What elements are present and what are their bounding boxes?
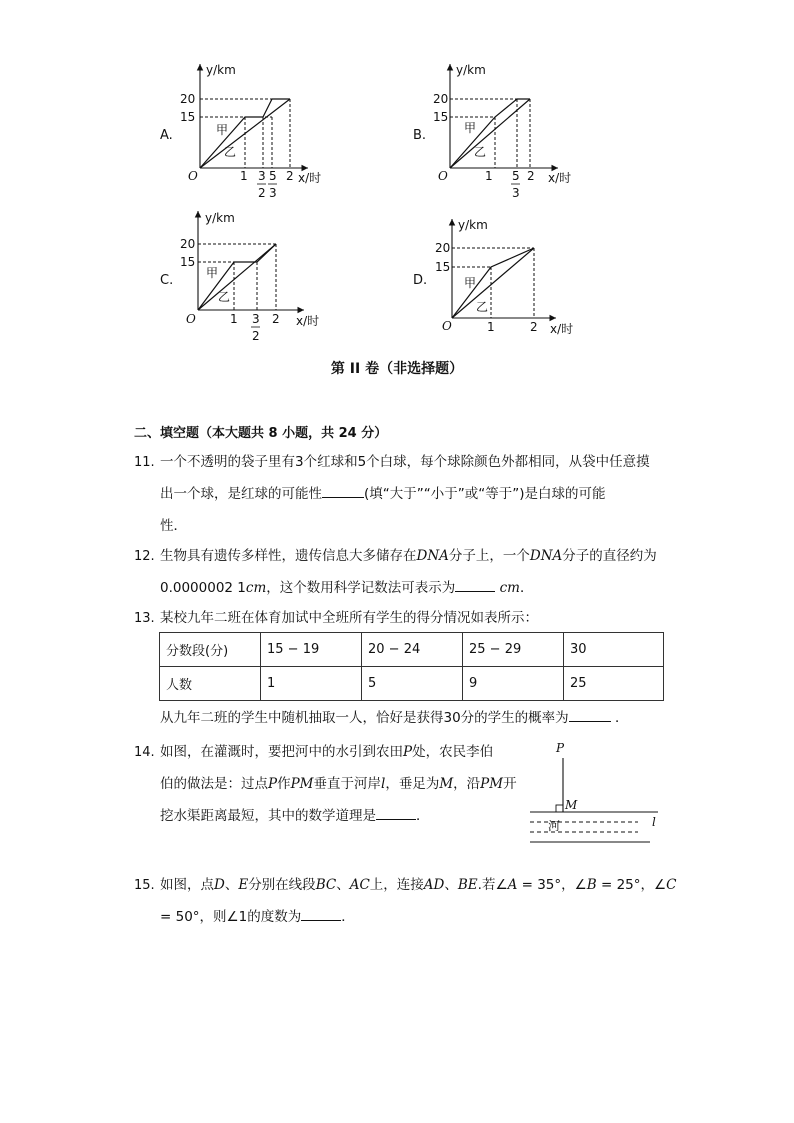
q15-number: 15.	[134, 878, 155, 893]
section-title: 第 II 卷（非选择题）	[330, 361, 464, 377]
q11-answer-blank[interactable]	[322, 485, 364, 498]
q14-line3: 挖水渠距离最短，其中的数学道理是 ．	[160, 808, 430, 824]
yi-label: 乙	[476, 300, 489, 314]
table-cell: 25 − 29	[463, 633, 564, 667]
tick-1: 1	[485, 169, 493, 183]
frac-num-5: 5	[269, 169, 277, 183]
x-axis-label: x/时	[548, 171, 572, 185]
q11-line2: 出一个球，是红球的可能性 (填“大于”“小于”或“等于”)是白球的可能	[160, 486, 606, 502]
origin-label: O	[442, 319, 452, 333]
y-axis-label: y/km	[458, 218, 488, 232]
tick-20: 20	[433, 92, 449, 106]
tick-20: 20	[180, 237, 196, 251]
right-angle-mark	[556, 805, 563, 812]
q14-line2: 伯的做法是：过点P作PM垂直于河岸l，垂足为M，沿PM开	[160, 776, 517, 792]
graph-option-d	[432, 215, 592, 345]
tick-2: 2	[272, 312, 280, 326]
table-cell: 15 − 19	[261, 633, 362, 667]
frac-num-3: 3	[258, 169, 266, 183]
yi-label: 乙	[218, 290, 231, 304]
jia-label: 甲	[464, 121, 477, 135]
yi-label: 乙	[474, 145, 487, 159]
graph-option-c	[178, 205, 338, 355]
tick-2: 2	[530, 320, 538, 334]
table-cell: 分数段(分)	[160, 633, 261, 667]
option-a-label: A.	[160, 128, 173, 143]
origin-label: O	[188, 169, 198, 183]
frac-den-2: 2	[258, 186, 266, 200]
y-axis-label: y/km	[456, 63, 486, 77]
frac-den-3: 3	[512, 186, 520, 200]
point-m-label: M	[565, 798, 578, 812]
q13-answer-blank[interactable]	[569, 709, 611, 722]
line-yi	[450, 99, 530, 168]
tick-2: 2	[527, 169, 535, 183]
q13-text: 某校九年二班在体育加试中全班所有学生的得分情况如表所示：	[160, 610, 538, 626]
table-cell: 30	[564, 633, 664, 667]
frac-num-5: 5	[512, 169, 520, 183]
x-axis-label: x/时	[296, 314, 320, 328]
tick-20: 20	[435, 241, 451, 255]
point-p-label: P	[556, 741, 565, 755]
q13-question: 从九年二班的学生中随机抽取一人，恰好是获得30分的学生的概率为 ．	[160, 710, 629, 726]
table-row	[160, 633, 664, 667]
frac-den-2: 2	[252, 329, 260, 343]
tick-1: 1	[487, 320, 495, 334]
y-axis-label: y/km	[205, 211, 235, 225]
table-row	[160, 667, 664, 701]
tick-1: 1	[230, 312, 238, 326]
origin-label: O	[186, 312, 196, 326]
q11-line3: 性．	[160, 518, 187, 534]
tick-20: 20	[180, 92, 196, 106]
q12-line1: 生物具有遗传多样性，遗传信息大多储存在DNA分子上，一个DNA分子的直径约为	[160, 548, 657, 564]
table-cell: 人数	[160, 667, 261, 701]
score-table	[159, 632, 664, 701]
table-cell: 1	[261, 667, 362, 701]
table-cell: 25	[564, 667, 664, 701]
line-l-label: l	[652, 815, 656, 829]
frac-num-3: 3	[252, 312, 260, 326]
q15-answer-blank[interactable]	[301, 908, 341, 921]
jia-label: 甲	[216, 123, 229, 137]
tick-15: 15	[435, 260, 451, 274]
q14-figure	[520, 738, 670, 848]
q15-text	[160, 869, 700, 933]
table-cell: 20 − 24	[362, 633, 463, 667]
graph-option-a	[180, 58, 340, 208]
tick-15: 15	[433, 110, 449, 124]
q11-number: 11.	[134, 455, 155, 470]
q14-answer-blank[interactable]	[376, 807, 416, 820]
x-axis-label: x/时	[550, 322, 574, 336]
jia-label: 甲	[206, 266, 219, 280]
q14-text	[160, 736, 530, 832]
q14-line1: 如图，在灌溉时，要把河中的水引到农田P处，农民李伯	[160, 744, 494, 760]
tick-15: 15	[180, 110, 196, 124]
q12-line2: 0.0000002 1cm，这个数用科学记数法可表示为 cm．	[160, 580, 534, 596]
jia-label: 甲	[464, 276, 477, 290]
option-d-label: D.	[413, 273, 428, 288]
tick-1: 1	[240, 169, 248, 183]
graph-option-b	[430, 58, 590, 208]
tick-2: 2	[286, 169, 294, 183]
x-axis-label: x/时	[298, 171, 322, 185]
q15-line2: = 50°，则∠1的度数为 ．	[160, 909, 355, 925]
option-c-label: C.	[160, 273, 174, 288]
section-heading: 二、填空题（本大题共 8 小题，共 24 分）	[134, 426, 388, 441]
q14-number: 14.	[134, 745, 155, 760]
river-label: 河	[548, 819, 561, 833]
tick-15: 15	[180, 255, 196, 269]
origin-label: O	[438, 169, 448, 183]
yi-label: 乙	[224, 145, 237, 159]
option-b-label: B.	[413, 128, 427, 143]
table-cell: 9	[463, 667, 564, 701]
q12-answer-blank[interactable]	[455, 579, 495, 592]
y-axis-label: y/km	[206, 63, 236, 77]
q11-text	[160, 446, 700, 542]
q12-text	[160, 540, 700, 604]
q11-line1: 一个不透明的袋子里有3个红球和5个白球，每个球除颜色外都相同，从袋中任意摸	[160, 454, 650, 470]
table-cell: 5	[362, 667, 463, 701]
q13-number: 13.	[134, 611, 155, 626]
q12-number: 12.	[134, 549, 155, 564]
q15-line1: 如图，点D、E分别在线段BC、AC上，连接AD、BE.若∠A = 35°，∠B = 25°，∠C	[160, 877, 677, 893]
frac-den-3: 3	[269, 186, 277, 200]
